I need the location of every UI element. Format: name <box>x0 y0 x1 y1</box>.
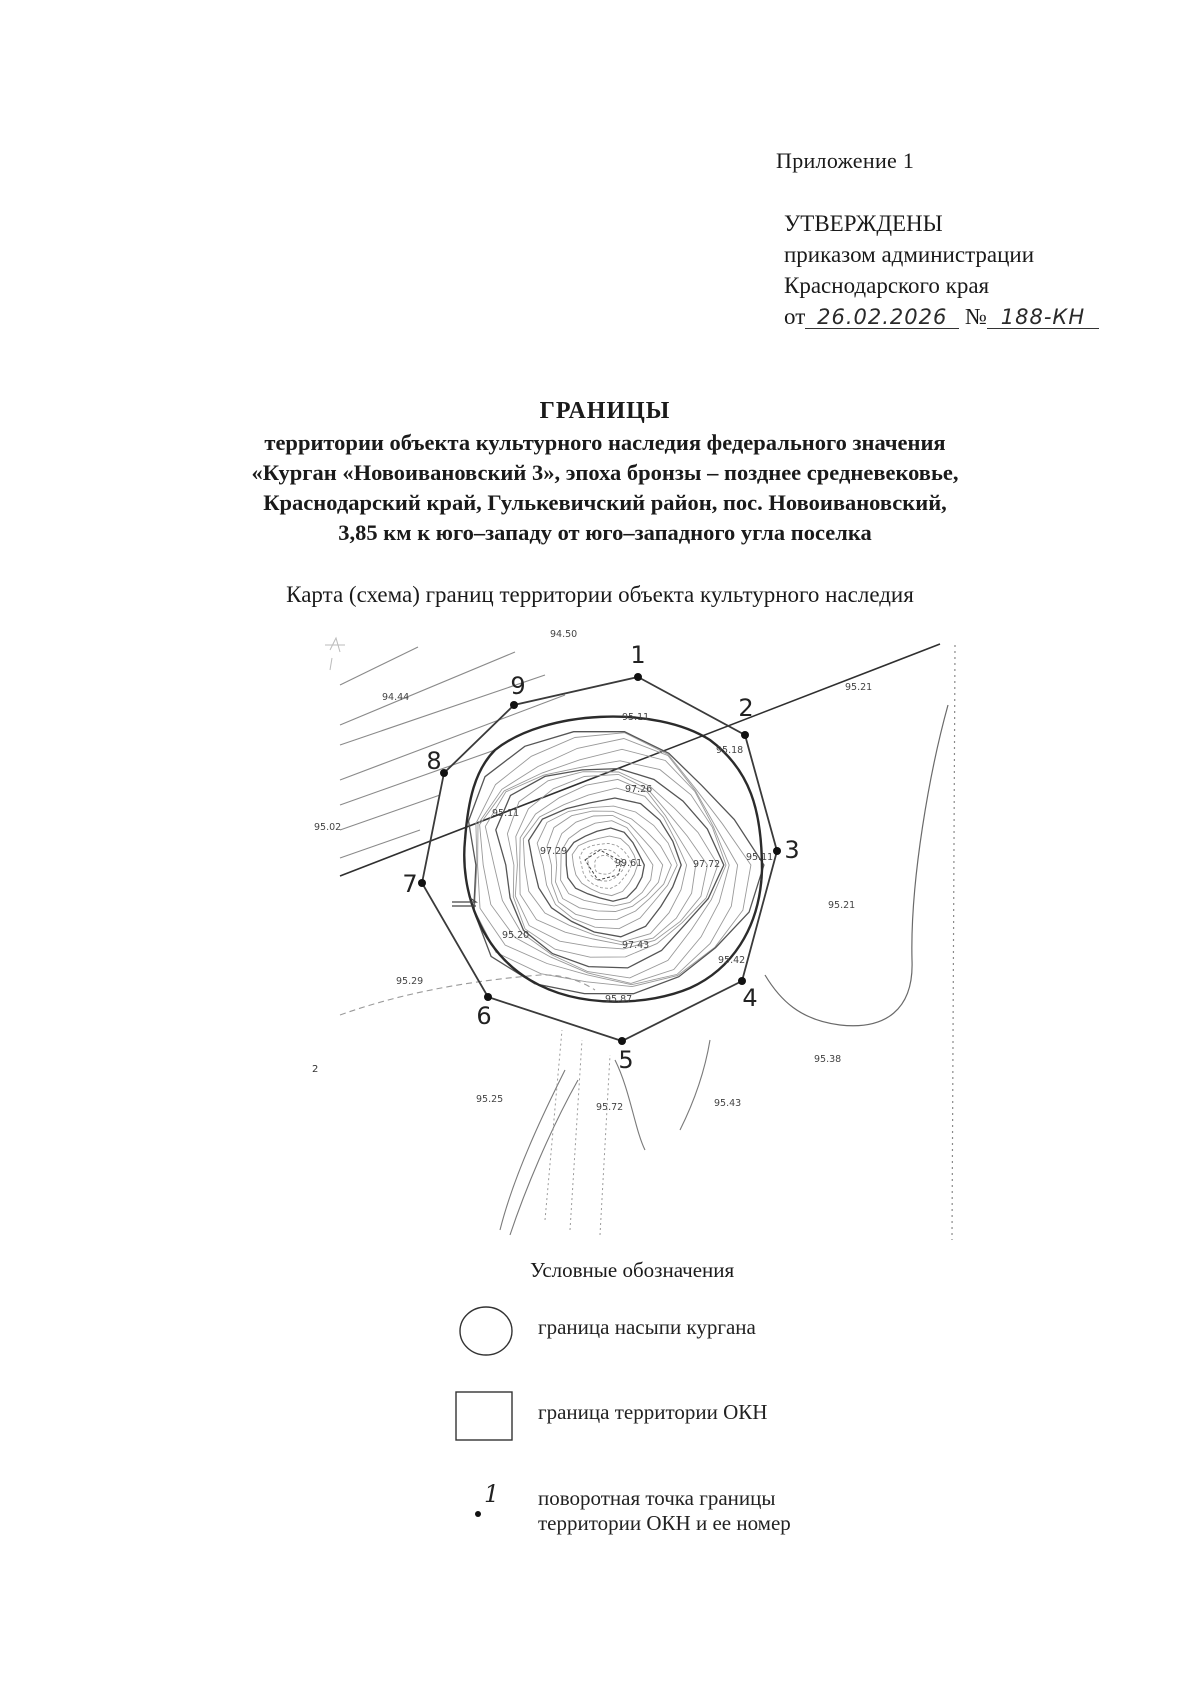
title-line-3: Краснодарский край, Гулькевичский район, пос. Новоивановский, <box>263 490 947 515</box>
elevation-label: 97.43 <box>622 940 650 951</box>
elevation-label: 95.87 <box>605 994 633 1005</box>
elevation-label: 95.42 <box>718 955 746 966</box>
legend-item-turning-point-line-2: территории ОКН и ее номер <box>538 1511 791 1535</box>
boundary-point-label: 3 <box>784 836 800 864</box>
elevation-label: 95.20 <box>502 930 530 941</box>
elevation-label: 95.18 <box>716 745 744 756</box>
date-prefix: от <box>784 304 806 329</box>
title-line-2: «Курган «Новоивановский 3», эпоха бронзы – позднее средневековье, <box>251 460 959 485</box>
elevation-label: 95.25 <box>476 1094 504 1105</box>
elevation-label: 95.11 <box>622 712 650 723</box>
boundary-point-marker <box>634 673 642 681</box>
elevation-label: 99.61 <box>615 858 643 869</box>
elevation-label: 95.29 <box>396 976 424 987</box>
boundary-point-marker <box>773 847 781 855</box>
boundary-points <box>402 641 799 1074</box>
boundary-map <box>300 630 960 1240</box>
dotted-slope-lines <box>545 1030 610 1235</box>
handwritten-date: 26.02.2026 <box>805 306 959 329</box>
mound-contour-ring <box>485 761 726 978</box>
title-line-4: 3,85 км к юго–западу от юго–западного угла поселка <box>338 520 872 545</box>
elevation-label: 95.38 <box>814 1054 842 1065</box>
elevation-label: 94.50 <box>550 630 578 640</box>
elevation-label: 95.72 <box>596 1102 624 1113</box>
boundary-point-marker <box>510 701 518 709</box>
approval-line-2: Краснодарского края <box>784 273 990 298</box>
map-edge-dotted <box>952 645 955 1240</box>
elevation-label: 97.26 <box>625 784 653 795</box>
elevation-label: 95.43 <box>714 1098 742 1109</box>
terrain-contour-bottom <box>500 1070 578 1235</box>
square-icon <box>454 1390 514 1442</box>
elevation-label: 95.11 <box>746 852 774 863</box>
north-arrow-sketch <box>325 638 345 670</box>
boundary-point-label: 6 <box>476 1002 492 1030</box>
point-icon-label: 1 <box>484 1480 500 1508</box>
appendix-label: Приложение 1 <box>776 148 915 173</box>
terrain-contour-lower <box>340 975 595 1015</box>
boundary-point-label: 8 <box>426 747 442 775</box>
map-caption: Карта (схема) границ территории объекта культурного наследия <box>286 582 914 607</box>
approval-date-line <box>784 301 1099 332</box>
document-title <box>160 396 1050 548</box>
legend-item-turning-point-line-1: поворотная точка границы <box>538 1486 776 1510</box>
boundary-point-marker <box>418 879 426 887</box>
point-icon <box>466 1478 506 1522</box>
boundary-point-label: 7 <box>402 870 418 898</box>
title-main: ГРАНИЦЫ <box>539 398 671 424</box>
boundary-point-label: 5 <box>618 1046 634 1074</box>
number-prefix: № <box>965 304 987 329</box>
mound-contour-ring <box>555 815 662 911</box>
elevation-label: 97.29 <box>540 846 568 857</box>
elevation-label: 94.44 <box>382 692 410 703</box>
boundary-point-label: 2 <box>738 694 754 722</box>
boundary-point-marker <box>484 993 492 1001</box>
approval-line-1: приказом администрации <box>784 242 1035 267</box>
elevation-label: 95.21 <box>845 682 873 693</box>
elevation-label: 97.72 <box>693 859 721 870</box>
elevation-label: 95.02 <box>314 822 342 833</box>
sheet-mark: 2 <box>312 1064 319 1075</box>
handwritten-number: 188-КН <box>987 306 1099 329</box>
approved-label: УТВЕРЖДЕНЫ <box>784 211 943 236</box>
boundary-point-label: 1 <box>630 641 646 669</box>
boundary-point-marker <box>618 1037 626 1045</box>
mound-contour-ring <box>595 855 617 874</box>
legend-item-mound: граница насыпи кургана <box>538 1315 756 1339</box>
approval-stamp <box>784 208 1099 332</box>
terrain-curve-right <box>765 705 948 1026</box>
title-line-1: территории объекта культурного наследия федерального значения <box>264 430 946 455</box>
circle-icon <box>458 1305 514 1357</box>
terrain-contours <box>340 647 568 858</box>
boundary-point-marker <box>741 731 749 739</box>
legend-item-okn-boundary: граница территории ОКН <box>538 1400 768 1424</box>
boundary-point-label: 4 <box>742 984 758 1012</box>
elevation-label: 95.21 <box>828 900 856 911</box>
elevation-label: 95.11 <box>492 808 520 819</box>
legend-item-turning-point <box>538 1486 791 1536</box>
boundary-point-label: 9 <box>510 672 526 700</box>
legend-title: Условные обозначения <box>530 1258 735 1282</box>
